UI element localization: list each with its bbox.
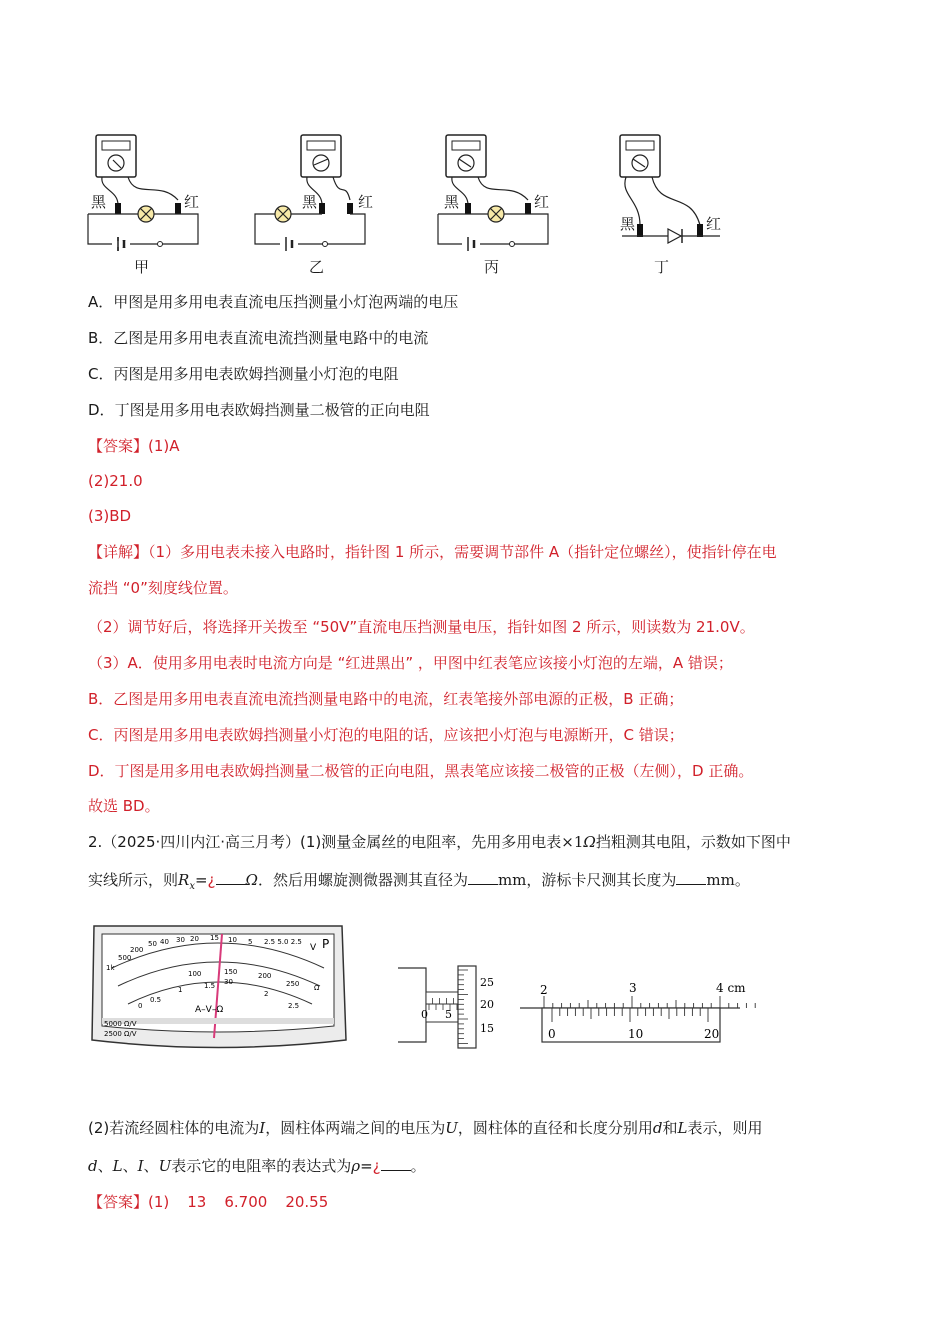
- label-black: 黑: [91, 193, 107, 211]
- svg-text:2.5: 2.5: [288, 1002, 300, 1010]
- svg-text:200: 200: [258, 972, 272, 980]
- multimeter-dial-figure: [88, 920, 350, 1050]
- q2b-line-1: (2)若流经圆柱体的电流为I，圆柱体两端之间的电压为U，圆柱体的直径和长度分别用d和L表示，则用: [88, 1119, 763, 1137]
- svg-text:P: P: [322, 937, 330, 951]
- svg-text:250: 250: [286, 980, 300, 988]
- svg-text:30: 30: [176, 936, 185, 944]
- svg-text:A–V–Ω: A–V–Ω: [195, 1005, 224, 1015]
- caption-yi: 乙: [309, 258, 325, 276]
- svg-text:4 cm: 4 cm: [716, 981, 746, 995]
- q2b-line-2: d、L、I、U表示它的电阻率的表达式为ρ=¿ 。: [88, 1157, 426, 1175]
- option-a: A．甲图是用多用电表直流电压挡测量小灯泡两端的电压: [88, 293, 459, 311]
- option-d: D．丁图是用多用电表欧姆挡测量二极管的正向电阻: [88, 401, 430, 419]
- meter-scale-top-1k: 1k: [106, 964, 115, 972]
- svg-text:5: 5: [445, 1008, 452, 1021]
- svg-text:0: 0: [421, 1008, 428, 1021]
- svg-text:Ω: Ω: [314, 984, 320, 992]
- svg-text:1: 1: [178, 986, 183, 994]
- option-b: B．乙图是用多用电表直流电流挡测量电路中的电流: [88, 329, 429, 347]
- detail-line-6: C．丙图是用多用电表欧姆挡测量小灯泡的电阻的话，应该把小灯泡与电源断开，C 错误；: [88, 726, 684, 744]
- caption-ding: 丁: [654, 258, 670, 276]
- svg-text:1.5: 1.5: [204, 982, 216, 990]
- svg-text:15: 15: [210, 934, 219, 942]
- svg-text:3: 3: [629, 981, 637, 995]
- detail-line-1: 【详解】（1）多用电表未接入电路时，指针图 1 所示，需要调节部件 A（指针定位螺丝），使指针停在电: [88, 543, 777, 561]
- svg-text:50: 50: [148, 940, 157, 948]
- answer-3-line: (3)BD: [88, 507, 132, 525]
- detail-line-3: （2）调节好后，将选择开关拨至 “50V”直流电压挡测量电压，指针如图 2 所示，则读数为 21.0V。: [88, 618, 755, 636]
- caption-jia: 甲: [134, 258, 150, 276]
- detail-line-8: 故选 BD。: [88, 797, 160, 815]
- svg-text:0: 0: [548, 1027, 556, 1041]
- svg-text:2500 Ω/V: 2500 Ω/V: [104, 1030, 137, 1038]
- svg-text:5: 5: [248, 938, 253, 946]
- label-black: 黑: [620, 215, 636, 233]
- svg-text:150: 150: [224, 968, 238, 976]
- label-red: 红: [706, 215, 722, 233]
- answer-q2-line: 【答案】(1) 13 6.700 20.55: [88, 1193, 329, 1211]
- detail-line-7: D．丁图是用多用电表欧姆挡测量二极管的正向电阻，黑表笔应该接二极管的正极（左侧），D 正确。: [88, 762, 754, 780]
- circuit-diagrams: [0, 0, 950, 290]
- caption-bing: 丙: [484, 258, 500, 276]
- svg-text:30: 30: [224, 978, 233, 986]
- svg-text:40: 40: [160, 938, 169, 946]
- svg-text:10: 10: [228, 936, 237, 944]
- svg-text:20: 20: [480, 998, 494, 1011]
- svg-text:0: 0: [138, 1002, 143, 1010]
- detail-line-4: （3）A．使用多用电表时电流方向是 “红进黑出” ，甲图中红表笔应该接小灯泡的左端，A 错误；: [88, 654, 733, 672]
- label-red: 红: [184, 193, 200, 211]
- svg-text:0.5: 0.5: [150, 996, 162, 1004]
- svg-text:2.5 5.0 2.5: 2.5 5.0 2.5: [264, 938, 302, 946]
- svg-text:500: 500: [118, 954, 132, 962]
- label-red: 红: [534, 193, 550, 211]
- micrometer-figure: [396, 962, 506, 1052]
- answer-1-line: 【答案】(1)A: [88, 437, 180, 455]
- svg-text:5000 Ω/V: 5000 Ω/V: [104, 1020, 137, 1028]
- svg-text:10: 10: [628, 1027, 644, 1041]
- label-black: 黑: [302, 193, 318, 211]
- svg-text:20: 20: [704, 1027, 720, 1041]
- detail-line-5: B．乙图是用多用电表直流电流挡测量电路中的电流，红表笔接外部电源的正极，B 正确；: [88, 690, 684, 708]
- svg-text:200: 200: [130, 946, 144, 954]
- answer-2-line: (2)21.0: [88, 472, 143, 490]
- svg-text:V: V: [310, 943, 317, 953]
- svg-text:25: 25: [480, 976, 494, 989]
- svg-text:100: 100: [188, 970, 202, 978]
- q2-line-2: 实线所示，则$R_x=¿$ Ω．然后用螺旋测微器测其直径为 mm，游标卡尺测其长度为 mm。: [88, 871, 750, 892]
- detail-line-2: 流挡 “0”刻度线位置。: [88, 579, 238, 597]
- option-c: C．丙图是用多用电表欧姆挡测量小灯泡的电阻: [88, 365, 399, 383]
- svg-text:2: 2: [264, 990, 269, 998]
- q2-line-1: 2.（2025·四川内江·高三月考）(1)测量金属丝的电阻率，先用多用电表×1Ω挡粗测其电阻，示数如下图中: [88, 833, 791, 851]
- svg-text:15: 15: [480, 1022, 494, 1035]
- label-black: 黑: [444, 193, 460, 211]
- svg-text:2: 2: [540, 983, 548, 997]
- vernier-caliper-figure: [516, 974, 756, 1054]
- label-red: 红: [358, 193, 374, 211]
- svg-text:20: 20: [190, 935, 199, 943]
